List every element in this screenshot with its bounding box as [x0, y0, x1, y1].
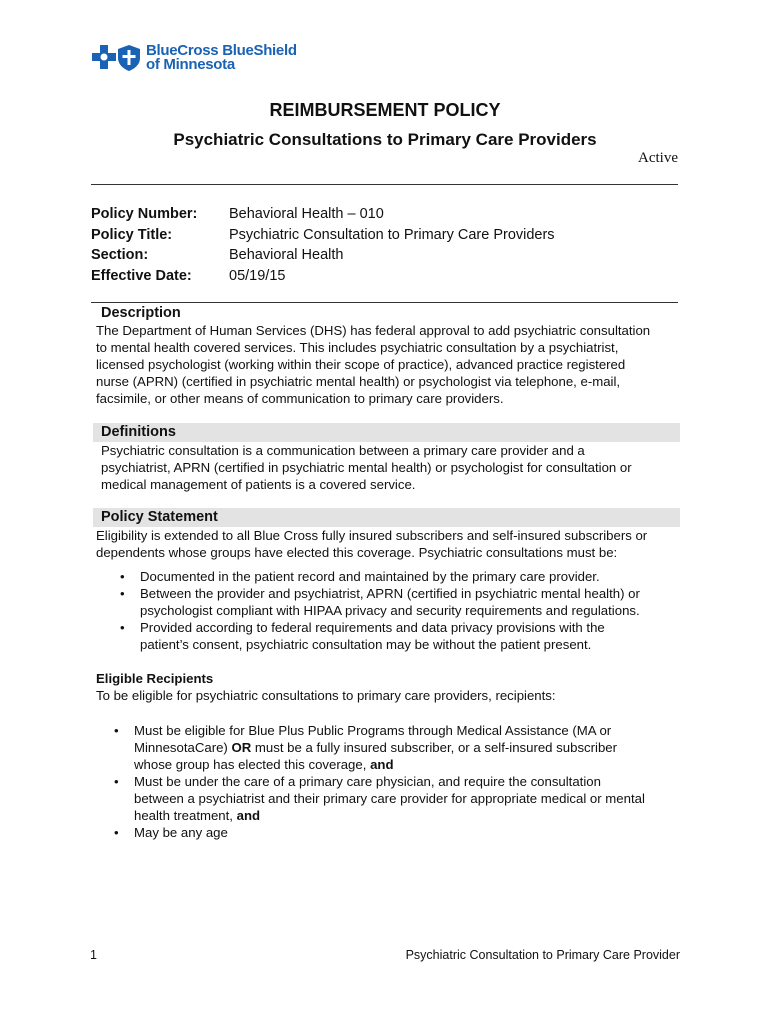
- text-span: MinnesotaCare): [134, 740, 232, 755]
- description-line: The Department of Human Services (DHS) has federal approval to add psychiatric consultation: [96, 323, 651, 338]
- list-item-line: • Must be eligible for Blue Plus Public Programs through Medical Assistance (MA or: [134, 723, 612, 738]
- list-item-line: • Must be under the care of a primary care physician, and require the consultation: [134, 774, 601, 789]
- eligible-recipients-list: [110, 722, 682, 841]
- list-item-line: [134, 739, 682, 756]
- policy-number-value: Behavioral Health – 010: [229, 206, 384, 222]
- list-item-line: • Provided according to federal requirements and data privacy provisions with the: [140, 620, 605, 635]
- policy-info-row: [91, 245, 555, 266]
- logo-marks: [92, 45, 140, 71]
- footer-title: Psychiatric Consultation to Primary Care Provider: [405, 948, 680, 962]
- definitions-body: [101, 442, 685, 493]
- policy-requirements-list: [116, 568, 682, 653]
- document-subtitle: Psychiatric Consultations to Primary Care Providers: [173, 130, 597, 149]
- list-item: [110, 722, 682, 773]
- emphasis-and: and: [370, 757, 394, 772]
- list-item-line: • Between the provider and psychiatrist, APRN (certified in psychiatric mental health) or: [140, 586, 640, 601]
- emphasis-and: and: [236, 808, 261, 823]
- emphasis-or: OR: [231, 740, 252, 755]
- policy-status: Active: [638, 150, 678, 166]
- eligible-recipients-intro: To be eligible for psychiatric consultations to primary care providers, recipients:: [96, 688, 556, 703]
- list-item: [116, 568, 682, 585]
- blue-cross-icon: [92, 45, 116, 69]
- logo-line-2: of Minnesota: [146, 56, 235, 73]
- company-logo: [92, 44, 297, 72]
- policy-title-value: Psychiatric Consultation to Primary Care Providers: [229, 226, 555, 243]
- policy-statement-heading: Policy Statement: [93, 508, 680, 527]
- list-item-line: patient’s consent, psychiatric consultation may be without the patient present.: [140, 637, 592, 652]
- list-item-line: [134, 807, 682, 824]
- description-line: nurse (APRN) (certified in psychiatric mental health) or psychologist via telephone, e-mail,: [96, 374, 621, 389]
- list-item: [110, 824, 682, 841]
- policy-info-row: [91, 266, 555, 287]
- description-line: facsimile, or other means of communication to primary care providers.: [96, 391, 504, 406]
- definitions-line: medical management of patients is a covered service.: [101, 477, 416, 492]
- definitions-line: Psychiatric consultation is a communication between a primary care provider and a: [101, 443, 585, 458]
- header-divider: [91, 184, 678, 185]
- description-body: [96, 322, 680, 407]
- policy-statement-body: [96, 527, 680, 561]
- description-heading: Description: [101, 305, 181, 321]
- list-item-line: • Documented in the patient record and maintained by the primary care provider.: [140, 569, 600, 584]
- list-item: [116, 585, 682, 619]
- policy-info-table: [91, 204, 555, 286]
- text-span: must be a fully insured subscriber, or a self-insured subscriber: [251, 740, 618, 755]
- text-span: health treatment,: [134, 808, 237, 823]
- effective-date-value: 05/19/15: [229, 267, 286, 284]
- list-item: [110, 773, 682, 824]
- list-item-line: • May be any age: [134, 825, 228, 840]
- info-divider: [91, 302, 678, 303]
- section-value: Behavioral Health: [229, 247, 344, 263]
- eligible-recipients-heading: Eligible Recipients: [96, 671, 214, 686]
- logo-line-1: BlueCross BlueShield: [146, 42, 297, 59]
- list-item: [116, 619, 682, 653]
- list-item-line: [134, 756, 682, 773]
- definitions-heading: Definitions: [93, 423, 680, 442]
- definitions-line: psychiatrist, APRN (certified in psychiatric mental health) or psychologist for consultation or: [101, 460, 632, 475]
- policy-number-label: Policy Number:: [91, 206, 198, 222]
- document-title: REIMBURSEMENT POLICY: [269, 100, 501, 120]
- section-label: Section:: [91, 247, 149, 263]
- policy-title-label: Policy Title:: [91, 226, 173, 243]
- policy-info-row: [91, 225, 555, 246]
- text-span: whose group has elected this coverage,: [134, 757, 371, 772]
- eligible-recipients-section: [96, 670, 680, 704]
- list-item-line: psychologist compliant with HIPAA privacy and security requirements and regulations.: [140, 603, 640, 618]
- description-line: licensed psychologist (working within their scope of practice), advanced practice registered: [96, 357, 626, 372]
- page-number: 1: [90, 948, 97, 962]
- page-footer: [90, 948, 680, 962]
- policy-info-row: [91, 204, 555, 225]
- effective-date-label: Effective Date:: [91, 267, 192, 284]
- description-line: to mental health covered services. This includes psychiatric consultation by a psychiatrist,: [96, 340, 619, 355]
- logo-text: [146, 44, 297, 72]
- policy-statement-line: Eligibility is extended to all Blue Cross fully insured subscribers and self-insured subscribers or: [96, 528, 648, 543]
- list-item-line: between a psychiatrist and their primary care provider for appropriate medical or mental: [134, 791, 645, 806]
- blue-shield-icon: [118, 45, 140, 71]
- policy-statement-line: dependents whose groups have elected this coverage. Psychiatric consultations must be:: [96, 545, 618, 560]
